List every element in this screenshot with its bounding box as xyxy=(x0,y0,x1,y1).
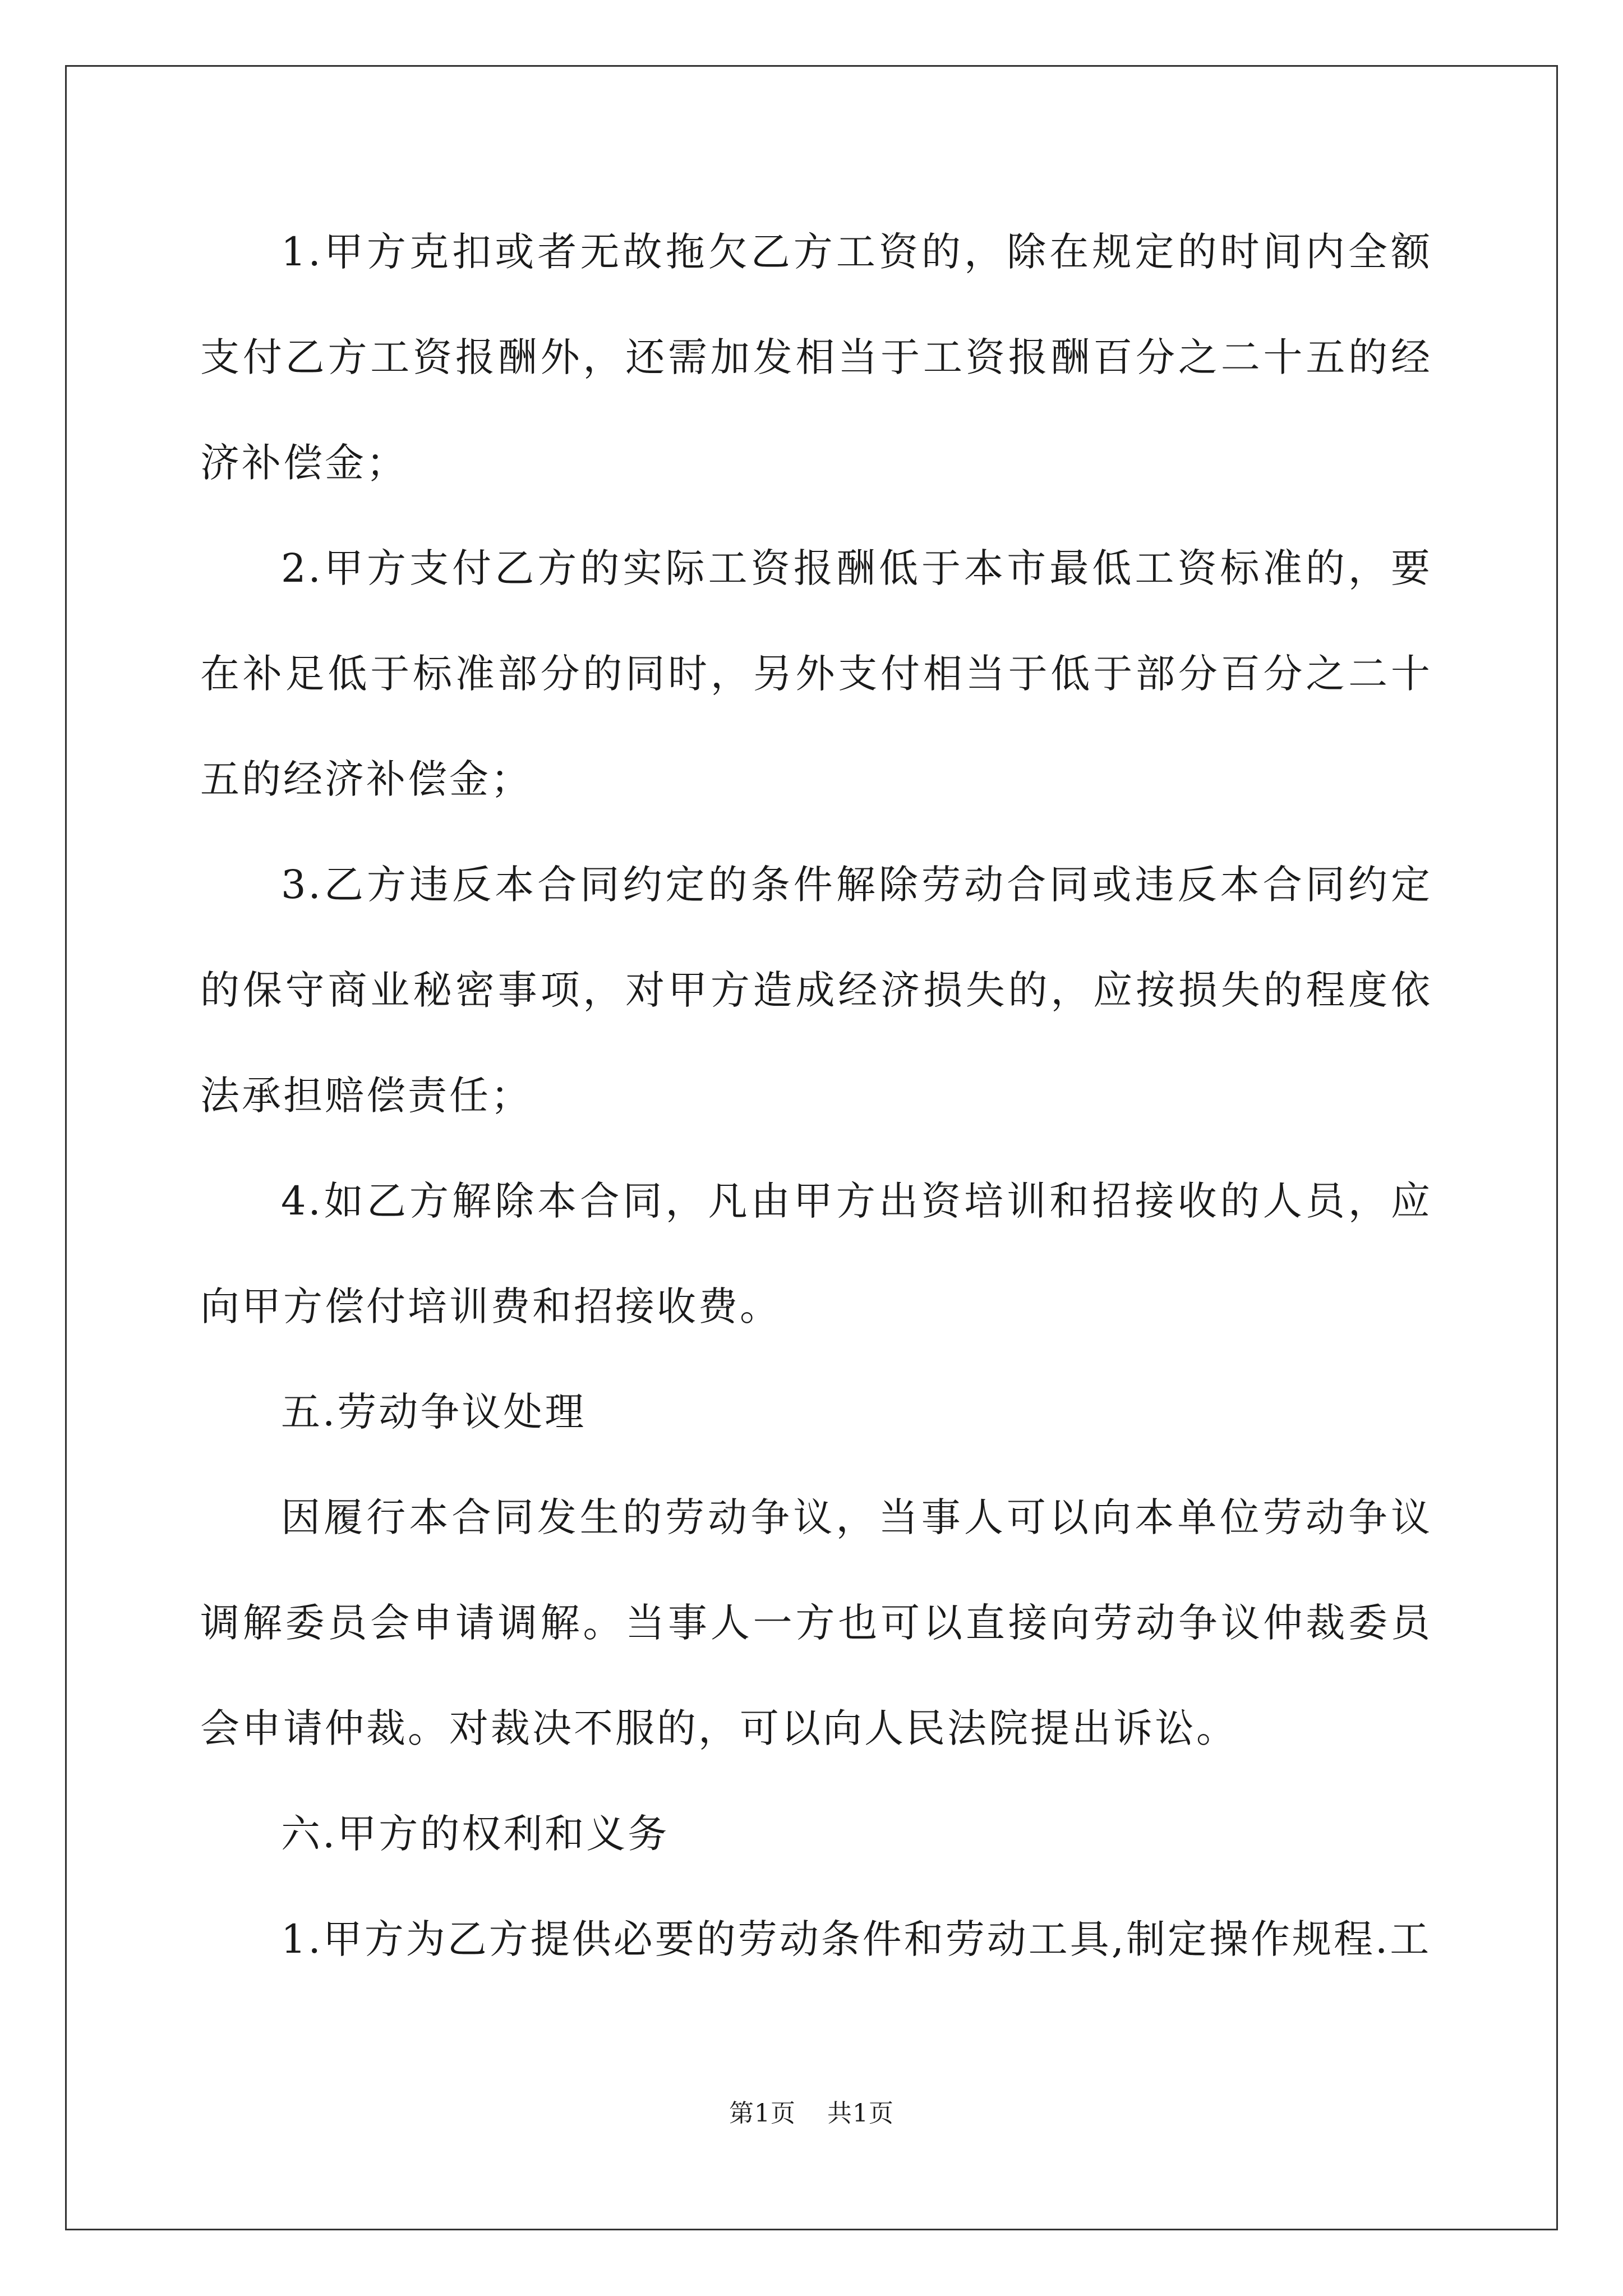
clause-paragraph-1: 1.甲方克扣或者无故拖欠乙方工资的，除在规定的时间内全额支付乙方工资报酬外，还需加发相当于工资报酬百分之二十五的经济补偿金； xyxy=(200,229,1432,486)
labor-dispute-paragraph: 因履行本合同发生的劳动争议，当事人可以向本单位劳动争议调解委员会申请调解。当事人一方也可以直接向劳动争议仲裁委员会申请仲裁。对裁决不服的，可以向人民法院提出诉讼。 xyxy=(200,1494,1432,1751)
party-a-rights-paragraph-1: 1.甲方为乙方提供必要的劳动条件和劳动工具,制定操作规程.工 xyxy=(281,1916,1432,1962)
section-heading-labor-dispute: 五.劳动争议处理 xyxy=(281,1389,587,1435)
clause-paragraph-3: 3.乙方违反本合同约定的条件解除劳动合同或违反本合同约定的保守商业秘密事项，对甲方造成经济损失的，应按损失的程度依法承担赔偿责任； xyxy=(200,862,1432,1119)
document-body xyxy=(200,199,1432,1992)
section-heading-party-a-rights: 六.甲方的权利和义务 xyxy=(281,1811,670,1857)
clause-paragraph-2: 2.甲方支付乙方的实际工资报酬低于本市最低工资标准的，要在补足低于标准部分的同时，另外支付相当于低于部分百分之二十五的经济补偿金； xyxy=(200,545,1432,802)
clause-paragraph-4: 4.如乙方解除本合同，凡由甲方出资培训和招接收的人员，应向甲方偿付培训费和招接收费。 xyxy=(200,1178,1432,1329)
page-total: 共1页 xyxy=(827,2099,894,2128)
page-footer xyxy=(0,2097,1623,2131)
page-number: 第1页 xyxy=(729,2099,796,2128)
